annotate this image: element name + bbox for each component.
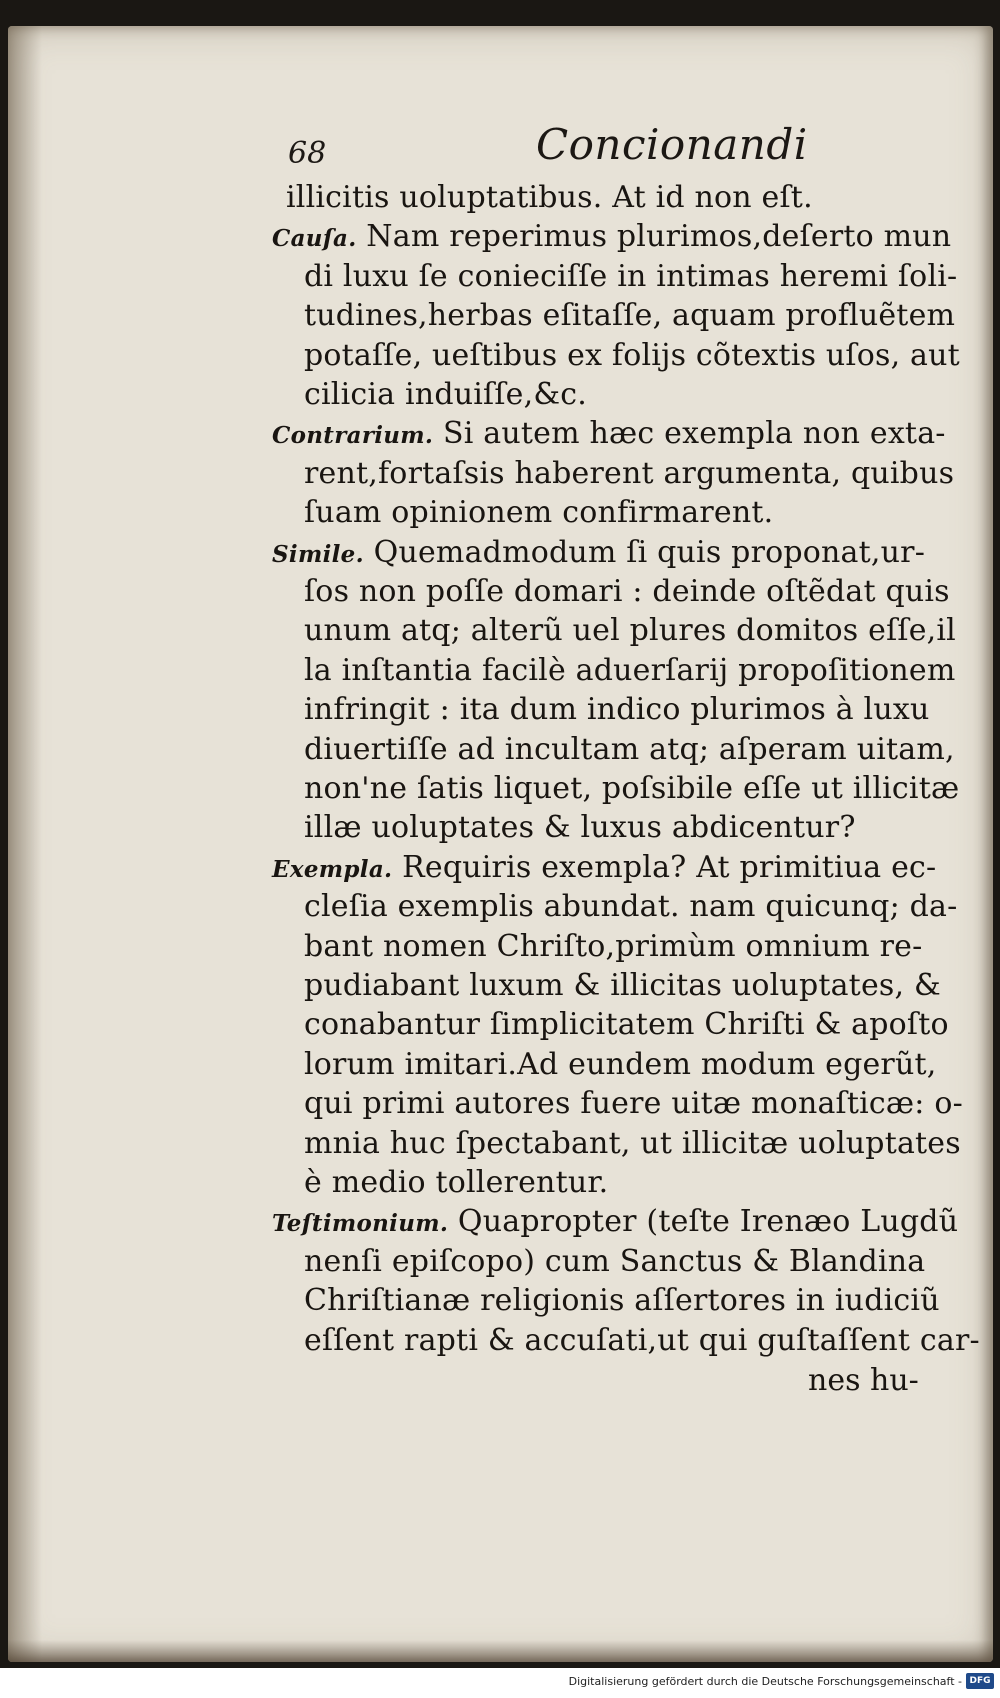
line-text: nenſi epiſcopo) cum Sanctus & Blandina <box>304 1244 926 1279</box>
line-text: mnia huc ſpectabant, ut illicitæ uoluptates <box>304 1126 961 1161</box>
page-header <box>8 118 993 178</box>
line-text: rent,fortaſsis haberent argumenta, quibus <box>304 456 955 491</box>
line-text: cleſia exemplis abundat. nam quicunq; da- <box>304 889 958 924</box>
text-line <box>304 927 922 967</box>
text-line <box>304 1045 936 1085</box>
marginal-note: Cauſa. <box>272 225 357 252</box>
marginal-note: Exempla. <box>272 856 393 883</box>
text-line <box>304 966 941 1006</box>
line-text: infringit : ita dum indico plurimos à luxu <box>304 692 930 727</box>
line-text: qui primi autores fuere uitæ monaſticæ: o- <box>304 1086 963 1121</box>
page-number: 68 <box>288 136 327 171</box>
text-line <box>304 769 959 809</box>
line-text: eſſent rapti & accuſati,ut qui guſtaſſent car- <box>304 1323 980 1358</box>
book-page <box>8 26 993 1662</box>
marginal-note: Contrarium. <box>272 422 434 449</box>
running-head: Concionandi <box>536 120 808 169</box>
line-text: Chriſtianæ religionis aſſertores in iudiciũ <box>304 1283 940 1318</box>
text-line <box>272 533 925 573</box>
text-line <box>272 848 936 888</box>
line-text: unum atq; alterũ uel plures domitos eſſe,il <box>304 613 956 648</box>
text-line <box>304 808 856 848</box>
line-text: conabantur ſimplicitatem Chriſti & apoſto <box>304 1007 949 1042</box>
line-text: pudiabant luxum & illicitas uoluptates, & <box>304 968 941 1003</box>
line-text: Nam reperimus plurimos,deſerto mun <box>366 219 952 254</box>
text-line <box>304 257 957 297</box>
line-text: bant nomen Chriſto,primùm omnium re- <box>304 929 923 964</box>
line-text: ſuam opinionem confirmarent. <box>304 495 774 530</box>
text-line <box>304 1084 963 1124</box>
text-line <box>304 375 587 415</box>
text-line <box>304 1242 925 1282</box>
line-text: diuertiſſe ad incultam atq; aſperam uitam, <box>304 732 955 767</box>
line-text: illicitis uoluptatibus. At id non eſt. <box>286 180 813 215</box>
line-text: ſos non poſſe domari : deinde oſtẽdat quis <box>304 574 950 609</box>
catchword: nes hu- <box>808 1363 919 1398</box>
line-text: di luxu ſe conieciſſe in intimas heremi ſoli- <box>304 259 958 294</box>
text-line <box>304 730 955 770</box>
marginal-note: Teſtimonium. <box>272 1210 449 1237</box>
line-text: Requiris exempla? At primitiua ec- <box>402 850 937 885</box>
text-line <box>304 296 955 336</box>
digitization-credit: Digitalisierung gefördert durch die Deutsche Forschungsgemeinschaft - <box>568 1675 962 1688</box>
text-line <box>304 493 773 533</box>
dfg-logo: DFG <box>966 1673 994 1689</box>
text-line <box>272 217 951 257</box>
line-text: potaſſe, ueſtibus ex folijs cõtextis uſos, aut <box>304 338 960 373</box>
line-text: Quemadmodum ſi quis proponat,ur- <box>373 535 926 570</box>
text-line <box>304 611 956 651</box>
text-line <box>304 1005 949 1045</box>
text-line <box>304 887 957 927</box>
marginal-note: Simile. <box>272 541 364 568</box>
footer-bar <box>0 1668 1000 1698</box>
text-line <box>272 1202 958 1242</box>
line-text: lorum imitari.Ad eundem modum egerũt, <box>304 1047 937 1082</box>
text-line <box>286 178 813 218</box>
text-line <box>304 336 960 376</box>
line-text: è medio tollerentur. <box>304 1165 609 1200</box>
line-text: Quapropter (teſte Irenæo Lugdũ <box>457 1204 959 1239</box>
text-line <box>304 572 950 612</box>
text-line <box>304 1321 980 1361</box>
text-line <box>304 1281 940 1321</box>
line-text: cilicia induiſſe,&c. <box>304 377 587 412</box>
line-text: la inſtantia facilè aduerſarij propoſitionem <box>304 653 956 688</box>
line-text: Si autem hæc exempla non exta- <box>442 416 946 451</box>
text-line <box>304 690 929 730</box>
line-text: non'ne ſatis liquet, poſsibile eſſe ut illicitæ <box>304 771 960 806</box>
text-line <box>304 651 956 691</box>
text-line <box>304 1124 961 1164</box>
text-line <box>304 454 954 494</box>
text-line <box>272 414 946 454</box>
line-text: illæ uoluptates & luxus abdicentur? <box>304 810 856 845</box>
line-text: tudines,herbas eſitaſſe, aquam profluẽtem <box>304 298 956 333</box>
text-line <box>304 1163 608 1203</box>
